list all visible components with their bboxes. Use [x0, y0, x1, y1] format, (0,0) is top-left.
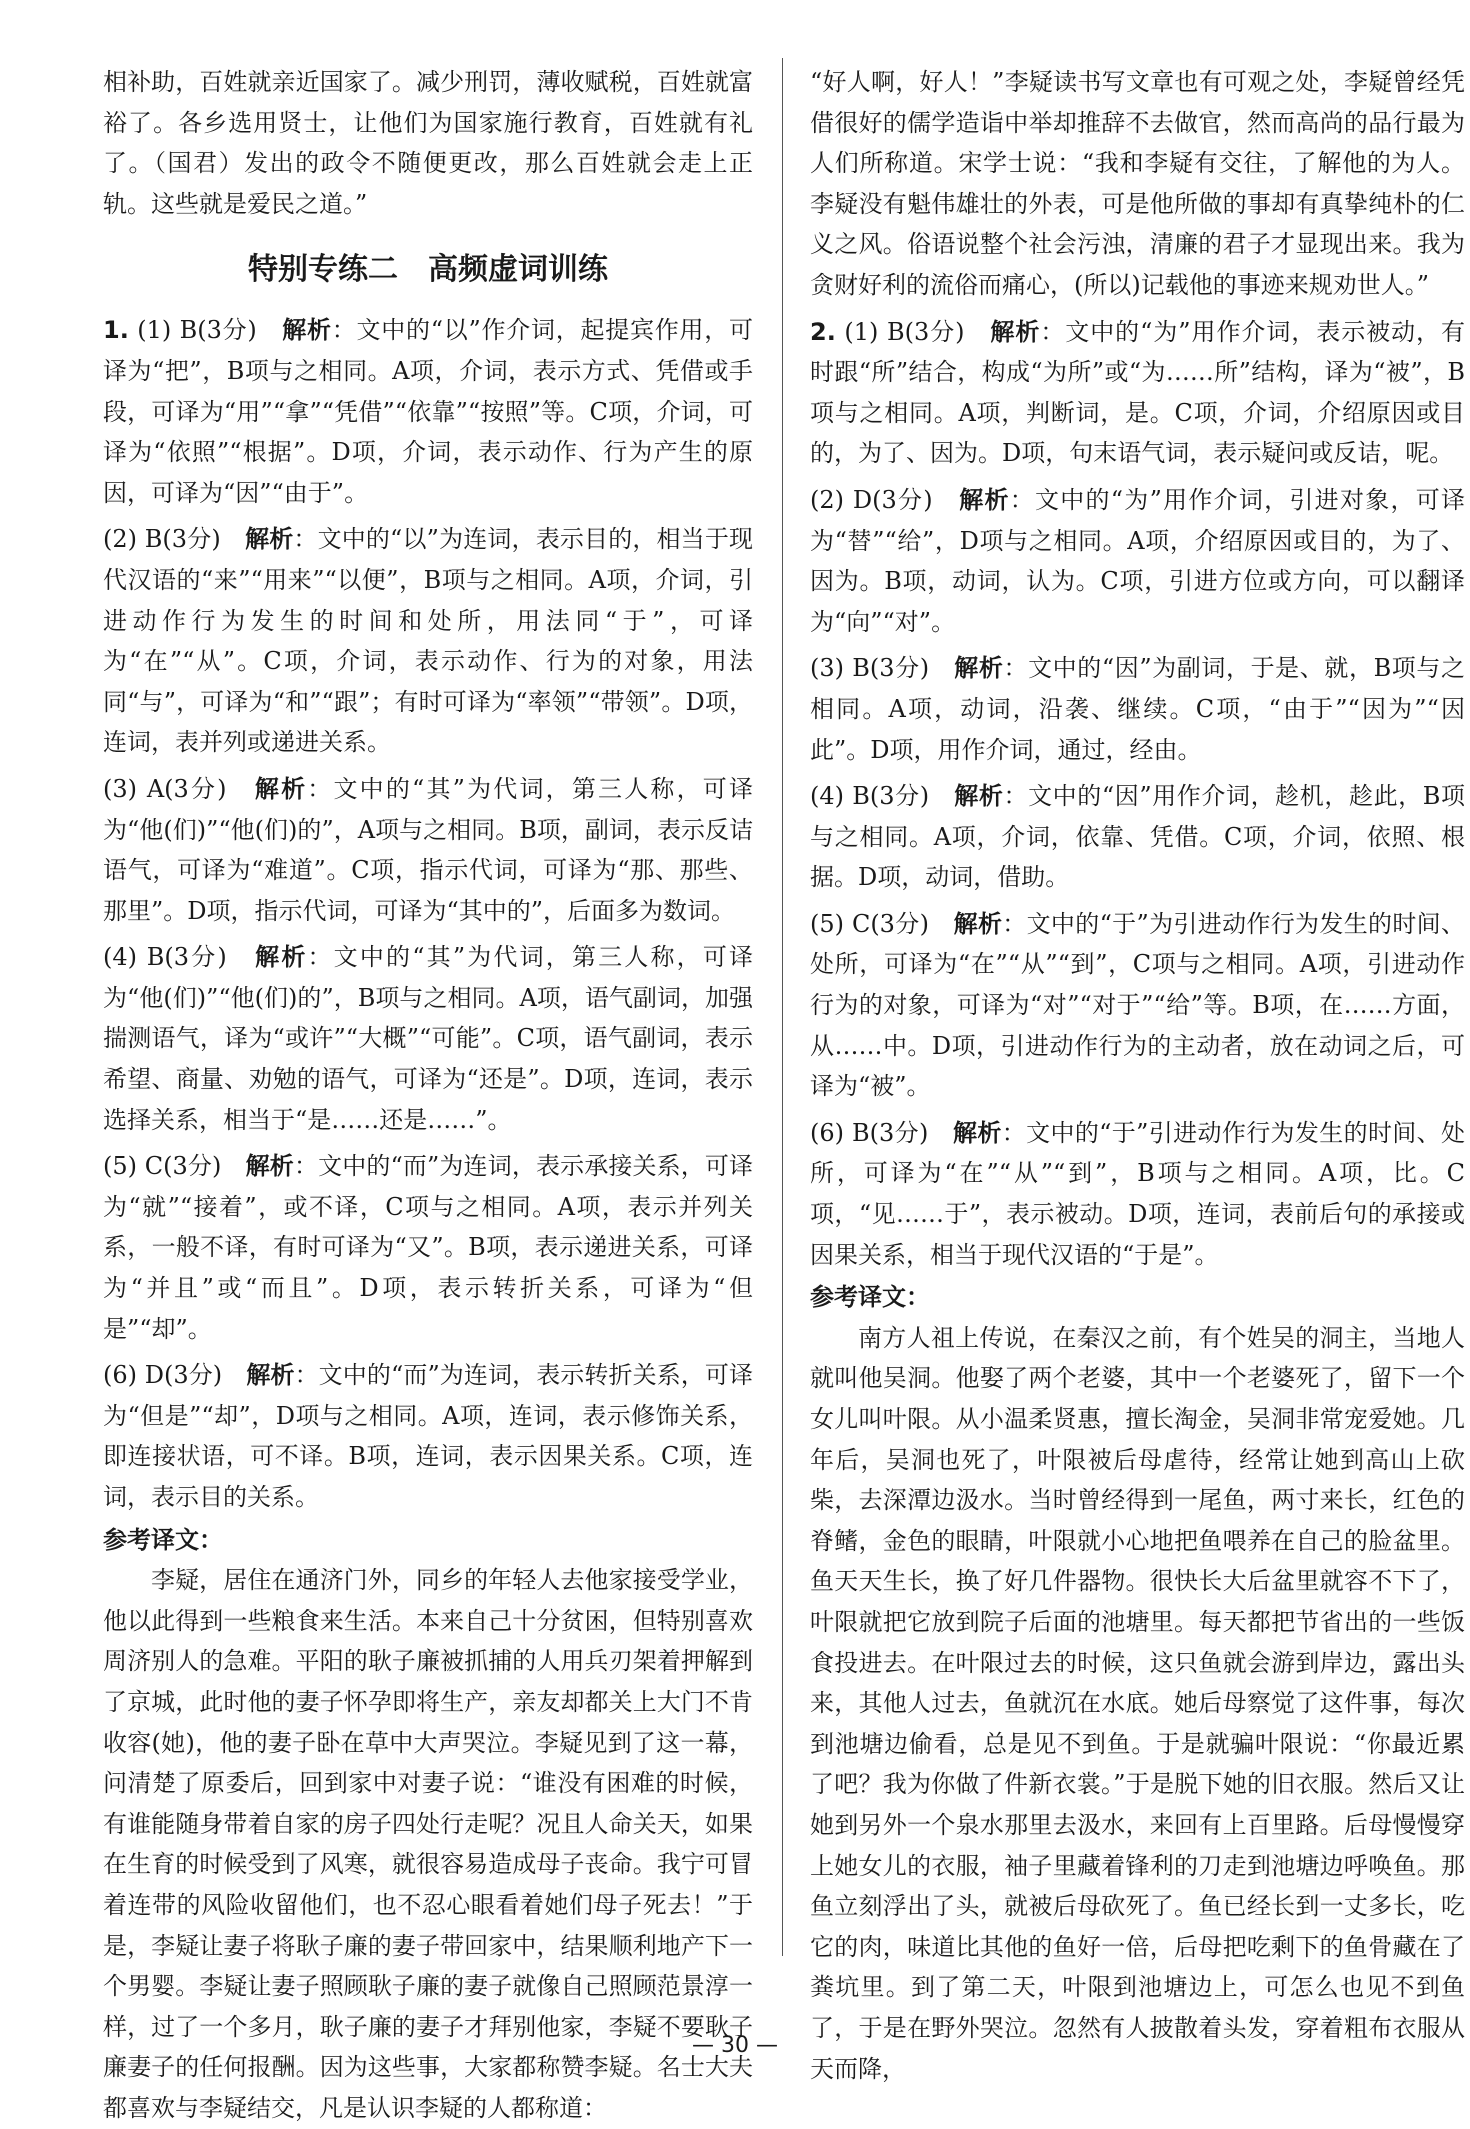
- analysis-label: 解析: [282, 316, 332, 345]
- q1-item: [103, 310, 753, 513]
- question-1: [103, 310, 753, 1517]
- item-head: (3) A(3分): [103, 774, 227, 803]
- item-head: (1) B(3分): [137, 316, 257, 345]
- item-text: ：文中的“其”为代词，第三人称，可译为“他(们)”“他(们)的”，B项与之相同。A项，语气副词，加强揣测语气，译为“或许”“大概”“可能”。C项，语气副词，表示希望、商量、劝勉的语气，可译为“还是”。D项，连词，表示选择关系，相当于“是……还是……”。: [103, 943, 754, 1134]
- item-head: (1) B(3分): [844, 317, 965, 346]
- right-column: [810, 62, 1465, 2089]
- question-number: 1.: [103, 316, 129, 345]
- item-head: (5) C(3分): [810, 909, 929, 938]
- q1-item: [103, 937, 753, 1140]
- question-number: 2.: [810, 317, 836, 346]
- item-text: ：文中的“以”作介词，起提宾作用，可译为“把”，B项与之相同。A项，介词，表示方式、凭借或手段，可译为“用”“拿”“凭借”“依靠”“按照”等。C项，介词，可译为“依照”“根据”。D项，介词，表示动作、行为产生的原因，可译为“因”“由于”。: [103, 316, 754, 507]
- item-head: (6) D(3分): [103, 1361, 223, 1390]
- q1-item: [103, 769, 753, 931]
- item-head: (5) C(3分): [103, 1152, 222, 1181]
- item-head: (3) B(3分): [810, 654, 930, 683]
- q1-item: [103, 1355, 753, 1517]
- analysis-label: 解析: [953, 909, 1003, 938]
- item-text: ：文中的“以”为连词，表示目的，相当于现代汉语的“来”“用来”“以便”，B项与之相同。A项，介词，引进动作行为发生的时间和处所，用法同“于”，可译为“在”“从”。C项，介词，表示动作、行为的对象，用法同“与”，可译为“和”“跟”；有时可译为“率领”“带领”。D项，连词，表并列或递进关系。: [103, 525, 754, 757]
- question-2: [810, 312, 1465, 1276]
- section-title: 特别专练二 高频虚词训练: [248, 252, 608, 288]
- q1-item: [103, 1146, 753, 1349]
- q1-item: [103, 519, 753, 763]
- item-text: ：文中的“于”引进动作行为发生的时间、处所，可译为“在”“从”“到”，B项与之相同。A项，比。C项，“见……于”，表示被动。D项，连词，表前后句的承接或因果关系，相当于现代汉语的“于是”。: [810, 1118, 1466, 1269]
- item-text: ：文中的“为”用作介词，表示被动，有时跟“所”结合，构成“为所”或“为……所”结构，译为“被”，B项与之相同。A项，判断词，是。C项，介词，介绍原因或目的，为了、因为。D项，句末语气词，表示疑问或反诘，呢。: [810, 317, 1465, 468]
- item-head: (4) B(3分): [103, 943, 227, 972]
- item-text: ：文中的“而”为连词，表示承接关系，可译为“就”“接着”，或不译，C项与之相同。A项，表示并列关系，一般不译，有时可译为“又”。B项，表示递进关系，可译为“并且”或“而且”。D项，表示转折关系，可译为“但是”“却”。: [103, 1152, 754, 1343]
- item-text: ：文中的“其”为代词，第三人称，可译为“他(们)”“他(们)的”，A项与之相同。B项，副词，表示反诘语气，可译为“难道”。C项，指示代词，可译为“那、那些、那里”。D项，指示代词，可译为“其中的”，后面多为数词。: [103, 774, 753, 925]
- q2-item: [810, 648, 1465, 770]
- q2-item: [810, 1113, 1465, 1275]
- column-divider: [782, 58, 783, 1956]
- analysis-label: 解析: [245, 525, 294, 554]
- left-intro: 相补助，百姓就亲近国家了。减少刑罚，薄收赋税，百姓就富裕了。各乡选用贤士，让他们为国家施行教育，百姓就有礼了。（国君）发出的政令不随便更改，那么百姓就会走上正轨。这些就是爱民之道。”: [103, 68, 753, 218]
- item-text: ：文中的“因”用作介词，趁机，趁此，B项与之相同。A项，介词，依靠、凭借。C项，介词，依照、根据。D项，动词，借助。: [810, 782, 1466, 892]
- analysis-label: 解析: [254, 774, 308, 803]
- item-text: ：文中的“因”为副词，于是、就，B项与之相同。A项，动词，沿袭、继续。C项，“由于”“因为”“因此”。D项，用作介词，通过，经由。: [810, 654, 1466, 764]
- reference-translation-title: 参考译文：: [103, 1525, 223, 1554]
- reference-translation-text: 南方人祖上传说，在秦汉之前，有个姓吴的洞主，当地人就叫他吴洞。他娶了两个老婆，其中一个老婆死了，留下一个女儿叫叶限。从小温柔贤惠，擅长淘金，吴洞非常宠爱她。几年后，吴洞也死了，叶限被后母虐待，经常让她到高山上砍柴，去深潭边汲水。当时曾经得到一尾鱼，两寸来长，红色的脊鳍，金色的眼睛，叶限就小心地把鱼喂养在自己的脸盆里。鱼天天生长，换了好几件器物。很快长大后盆里就容不下了，叶限就把它放到院子后面的池塘里。每天都把节省出的一些饭食投进去。在叶限过去的时候，这只鱼就会游到岸边，露出头来，其他人过去，鱼就沉在水底。她后母察觉了这件事，每次到池塘边偷看，总是见不到鱼。于是就骗叶限说：“你最近累了吧？我为你做了件新衣裳。”于是脱下她的旧衣服。然后又让她到另外一个泉水那里去汲水，来回有上百里路。后母慢慢穿上她女儿的衣服，袖子里藏着锋利的刀走到池塘边呼唤鱼。那鱼立刻浮出了头，就被后母砍死了。鱼已经长到一丈多长，吃它的肉，味道比其他的鱼好一倍，后母把吃剩下的鱼骨藏在了粪坑里。到了第二天，叶限到池塘边上，可怎么也见不到鱼了，于是在野外哭泣。忽然有人披散着头发，穿着粗布衣服从天而降，: [810, 1323, 1465, 2083]
- item-text: ：文中的“为”用作介词，引进对象，可译为“替”“给”，D项与之相同。A项，介绍原因或目的，为了、因为。B项，动词，认为。C项，引进方位或方向，可以翻译为“向”“对”。: [810, 485, 1465, 636]
- analysis-label: 解析: [246, 1361, 295, 1390]
- analysis-label: 解析: [255, 943, 308, 972]
- item-head: (6) B(3分): [810, 1118, 929, 1147]
- item-head: (2) D(3分): [810, 485, 933, 514]
- page-number: — 30 —: [692, 2033, 778, 2058]
- analysis-label: 解析: [959, 485, 1010, 514]
- item-text: ：文中的“而”为连词，表示转折关系，可译为“但是”“却”，D项与之相同。A项，连词，表示修饰关系，即连接状语，可不译。B项，连词，表示因果关系。C项，连词，表示目的关系。: [103, 1361, 753, 1511]
- analysis-label: 解析: [954, 782, 1004, 811]
- analysis-label: 解析: [245, 1152, 294, 1181]
- item-text: ：文中的“于”为引进动作行为发生的时间、处所，可译为“在”“从”“到”，C项与之相同。A项，引进动作行为的对象，可译为“对”“对于”“给”等。B项，在……方面，从……中。D项，引进动作行为的主动者，放在动词之后，可译为“被”。: [810, 909, 1466, 1101]
- reference-translation-title: 参考译文：: [810, 1283, 930, 1312]
- right-intro: “好人啊，好人！”李疑读书写文章也有可观之处，李疑曾经凭借很好的儒学造诣中举却推辞不去做官，然而高尚的品行最为人们所称道。宋学士说：“我和李疑有交往，了解他的为人。李疑没有魁伟雄壮的外表，可是他所做的事却有真挚纯朴的仁义之风。俗语说整个社会污浊，清廉的君子才显现出来。我为贪财好利的流俗而痛心，(所以)记载他的事迹来规劝世人。”: [810, 68, 1465, 299]
- item-head: (2) B(3分): [103, 525, 221, 554]
- analysis-label: 解析: [990, 317, 1041, 346]
- item-head: (4) B(3分): [810, 782, 930, 811]
- q2-item: [810, 776, 1465, 898]
- left-column: [103, 62, 753, 2129]
- analysis-label: 解析: [954, 654, 1004, 683]
- reference-translation-text: 李疑，居住在通济门外，同乡的年轻人去他家接受学业，他以此得到一些粮食来生活。本来自己十分贫困，但特别喜欢周济别人的急难。平阳的耿子廉被抓捕的人用兵刃架着押解到了京城，此时他的妻子怀孕即将生产，亲友却都关上大门不肯收容(她)，他的妻子卧在草中大声哭泣。李疑见到了这一幕，问清楚了原委后，回到家中对妻子说：“谁没有困难的时候，有谁能随身带着自家的房子四处行走呢？况且人命关天，如果在生育的时候受到了风寒，就很容易造成母子丧命。我宁可冒着连带的风险收留他们，也不忍心眼看着她们母子死去！”于是，李疑让妻子将耿子廉的妻子带回家中，结果顺利地产下一个男婴。李疑让妻子照顾耿子廉的妻子就像自己照顾范景淳一样，过了一个多月，耿子廉的妻子才拜别他家，李疑不要耿子廉妻子的任何报酬。因为这些事，大家都称赞李疑。名士大夫都喜欢与李疑结交，凡是认识李疑的人都称道：: [103, 1566, 753, 2122]
- q2-item: [810, 312, 1465, 474]
- q2-item: [810, 904, 1465, 1107]
- q2-item: [810, 480, 1465, 642]
- analysis-label: 解析: [953, 1118, 1002, 1147]
